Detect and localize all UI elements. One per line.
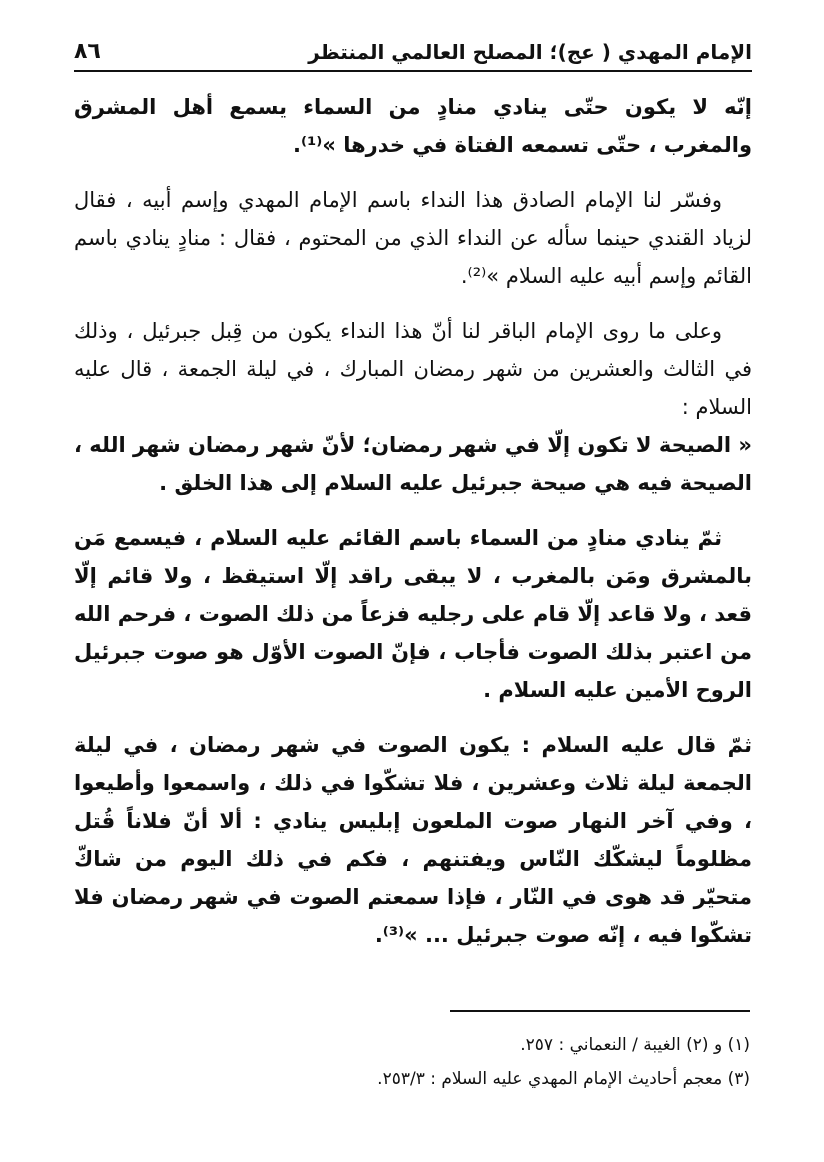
running-title: الإمام المهدي ( عج)؛ المصلح العالمي المنتظر	[308, 40, 752, 64]
footnote-1: (١) و (٢) الغيبة / النعماني : ٢٥٧.	[520, 1035, 750, 1055]
paragraph-2: وفسّر لنا الإمام الصادق هذا النداء باسم الإمام المهدي وإسم أبيه ، فقال لزياد القندي حينما سأله عن النداء الذي من المحتوم ، فقال : منادٍ ينادي باسم القائم وإسم أبيه عليه السلام »⁽²⁾.	[74, 188, 752, 288]
paragraph-4: « الصيحة لا تكون إلّا في شهر رمضان؛ لأنّ شهر رمضان شهر الله ، الصيحة فيه هي صيحة جبرئيل عليه السلام إلى هذا الخلق .	[74, 433, 752, 495]
paragraph-5: ثمّ ينادي منادٍ من السماء باسم القائم عليه السلام ، فيسمع مَن بالمشرق ومَن بالمغرب ، لا يبقى راقد إلّا استيقظ ، ولا قائم إلّا قعد ، ولا قاعد إلّا قام على رجليه فزعاً من ذلك الصوت ، فرحم الله من اعتبر بذلك الصوت فأجاب ، فإنّ الصوت الأوّل هو صوت جبرئيل الروح الأمين عليه السلام .	[74, 526, 752, 702]
paragraph-6: ثمّ قال عليه السلام : يكون الصوت في شهر رمضان ، في ليلة الجمعة ليلة ثلاث وعشرين ، فلا تشكّوا في ذلك ، واسمعوا وأطيعوا ، وفي آخر النهار صوت الملعون إبليس ينادي : ألا أنّ فلاناً قُتل مظلوماً ليشكّك النّاس ويفتنهم ، فكم في ذلك اليوم من شاكّ متحيّر قد هوى في النّار ، فإذا سمعتم الصوت في شهر رمضان فلا تشكّوا فيه ، إنّه صوت جبرئيل ... »⁽³⁾.	[74, 733, 752, 947]
paragraph-3: وعلى ما روى الإمام الباقر لنا أنّ هذا النداء يكون من قِبل جبرئيل ، وذلك في الثالث والعشرين من شهر رمضان المبارك ، في ليلة الجمعة ، قال عليه السلام :	[74, 319, 752, 419]
paragraph-1: إنّه لا يكون حتّى ينادي منادٍ من السماء يسمع أهل المشرق والمغرب ، حتّى تسمعه الفتاة في خدرها »⁽¹⁾.	[74, 95, 752, 157]
page-number: ٨٦	[74, 39, 101, 64]
body-text	[74, 88, 752, 971]
footnote-2: (٣) معجم أحاديث الإمام المهدي عليه السلام : ٢٥٣/٣.	[377, 1069, 750, 1089]
footnotes	[72, 1028, 750, 1096]
footnote-divider	[450, 1010, 750, 1012]
page-header	[74, 28, 752, 72]
